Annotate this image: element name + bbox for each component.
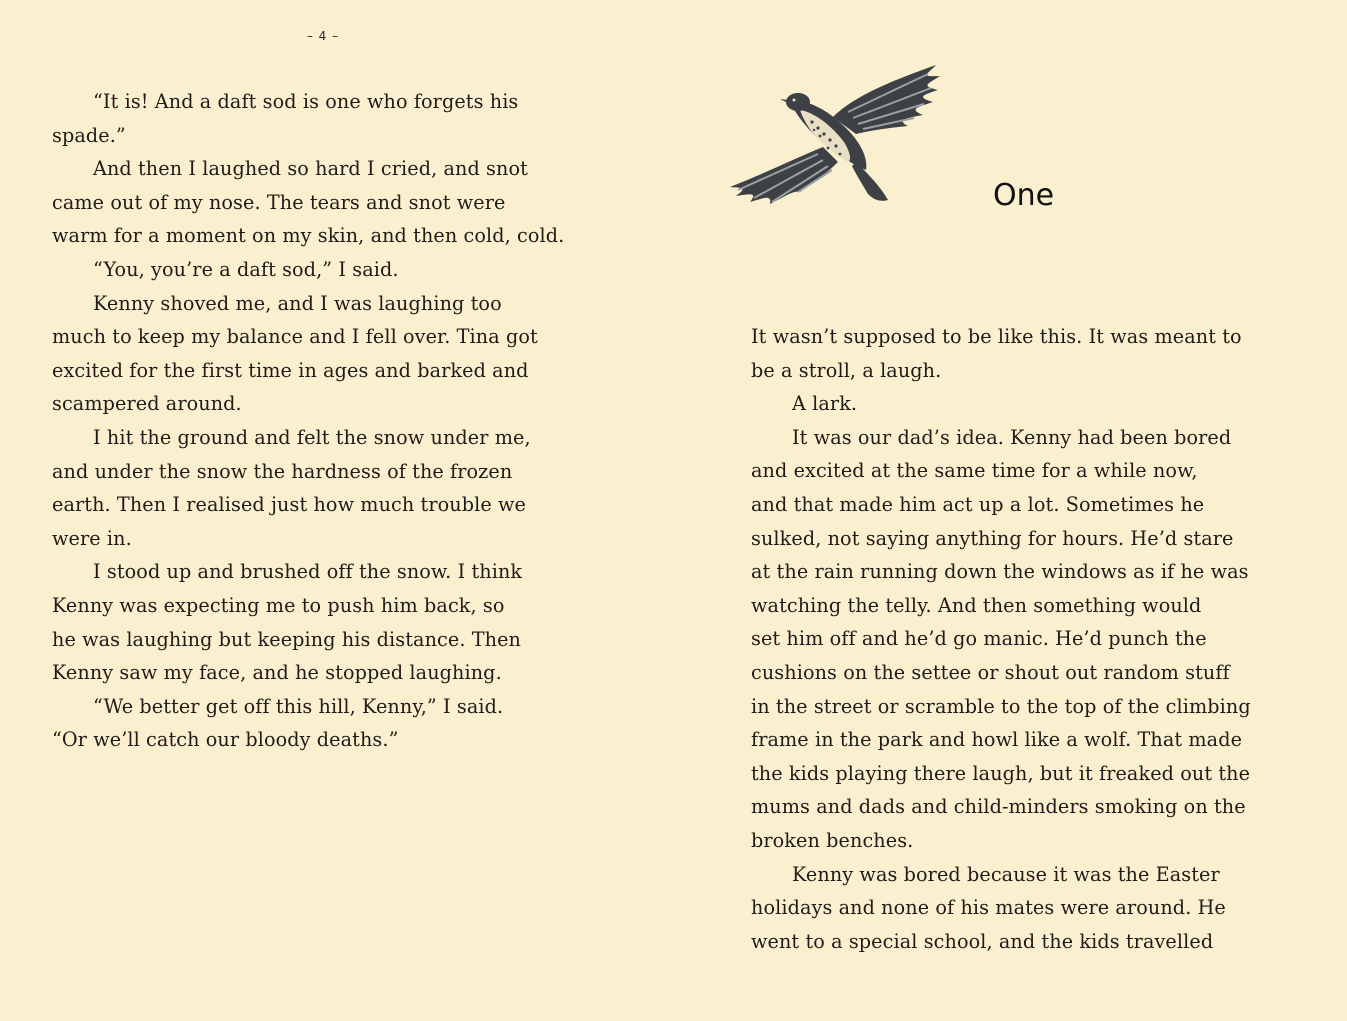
text-line: warm for a moment on my skin, and then cold, cold. bbox=[52, 224, 565, 248]
page-number: – 4 – bbox=[306, 29, 340, 43]
text-line: I stood up and brushed off the snow. I think bbox=[93, 560, 523, 584]
text-line: in the street or scramble to the top of the climbing bbox=[751, 694, 1251, 718]
text-line: and under the snow the hardness of the frozen bbox=[52, 459, 513, 483]
text-line: and excited at the same time for a while now, bbox=[751, 459, 1198, 483]
text-line: he was laughing but keeping his distance. Then bbox=[52, 627, 521, 651]
left-page-text bbox=[52, 85, 612, 757]
text-line: and that made him act up a lot. Sometimes he bbox=[751, 492, 1205, 516]
text-line: I hit the ground and felt the snow under me, bbox=[93, 425, 531, 449]
text-line: spade.” bbox=[52, 123, 126, 147]
text-line: watching the telly. And then something would bbox=[751, 593, 1202, 617]
lark-bird-icon bbox=[728, 62, 943, 204]
text-line: earth. Then I realised just how much trouble we bbox=[52, 493, 526, 517]
text-line: frame in the park and howl like a wolf. That made bbox=[751, 728, 1243, 752]
text-line: broken benches. bbox=[751, 828, 914, 852]
text-line: much to keep my balance and I fell over. Tina got bbox=[52, 325, 538, 349]
text-line: holidays and none of his mates were around. He bbox=[751, 896, 1226, 920]
text-line: “We better get off this hill, Kenny,” I said. bbox=[93, 694, 504, 718]
text-line: And then I laughed so hard I cried, and snot bbox=[93, 157, 528, 181]
text-line: A lark. bbox=[792, 392, 858, 416]
text-line: at the rain running down the windows as if he was bbox=[751, 560, 1249, 584]
text-line: “Or we’ll catch our bloody deaths.” bbox=[52, 728, 399, 752]
text-line: “It is! And a daft sod is one who forgets his bbox=[93, 90, 519, 113]
text-line: It was our dad’s idea. Kenny had been bored bbox=[792, 425, 1232, 449]
text-line: “You, you’re a daft sod,” I said. bbox=[93, 257, 399, 281]
text-line: be a stroll, a laugh. bbox=[751, 358, 942, 382]
text-line: scampered around. bbox=[52, 392, 242, 416]
text-line: came out of my nose. The tears and snot were bbox=[52, 190, 506, 214]
text-line: cushions on the settee or shout out random stuff bbox=[751, 660, 1230, 684]
text-line: Kenny was bored because it was the Easter bbox=[792, 862, 1220, 886]
text-line: were in. bbox=[52, 526, 132, 550]
text-line: set him off and he’d go manic. He’d punch the bbox=[751, 627, 1207, 651]
right-page-text bbox=[751, 320, 1311, 958]
chapter-title: One bbox=[993, 178, 1055, 213]
text-line: mums and dads and child-minders smoking on the bbox=[751, 795, 1246, 819]
text-line: Kenny was expecting me to push him back, so bbox=[52, 593, 505, 617]
text-line: Kenny shoved me, and I was laughing too bbox=[93, 291, 502, 315]
text-line: excited for the first time in ages and barked and bbox=[52, 358, 529, 382]
right-page bbox=[673, 0, 1347, 1021]
text-line: It wasn’t supposed to be like this. It was meant to bbox=[751, 325, 1242, 348]
left-page bbox=[0, 0, 673, 1021]
text-line: the kids playing there laugh, but it freaked out the bbox=[751, 761, 1251, 785]
text-line: went to a special school, and the kids travelled bbox=[751, 929, 1214, 953]
text-line: sulked, not saying anything for hours. He’d stare bbox=[751, 526, 1234, 550]
text-line: Kenny saw my face, and he stopped laughing. bbox=[52, 661, 502, 685]
